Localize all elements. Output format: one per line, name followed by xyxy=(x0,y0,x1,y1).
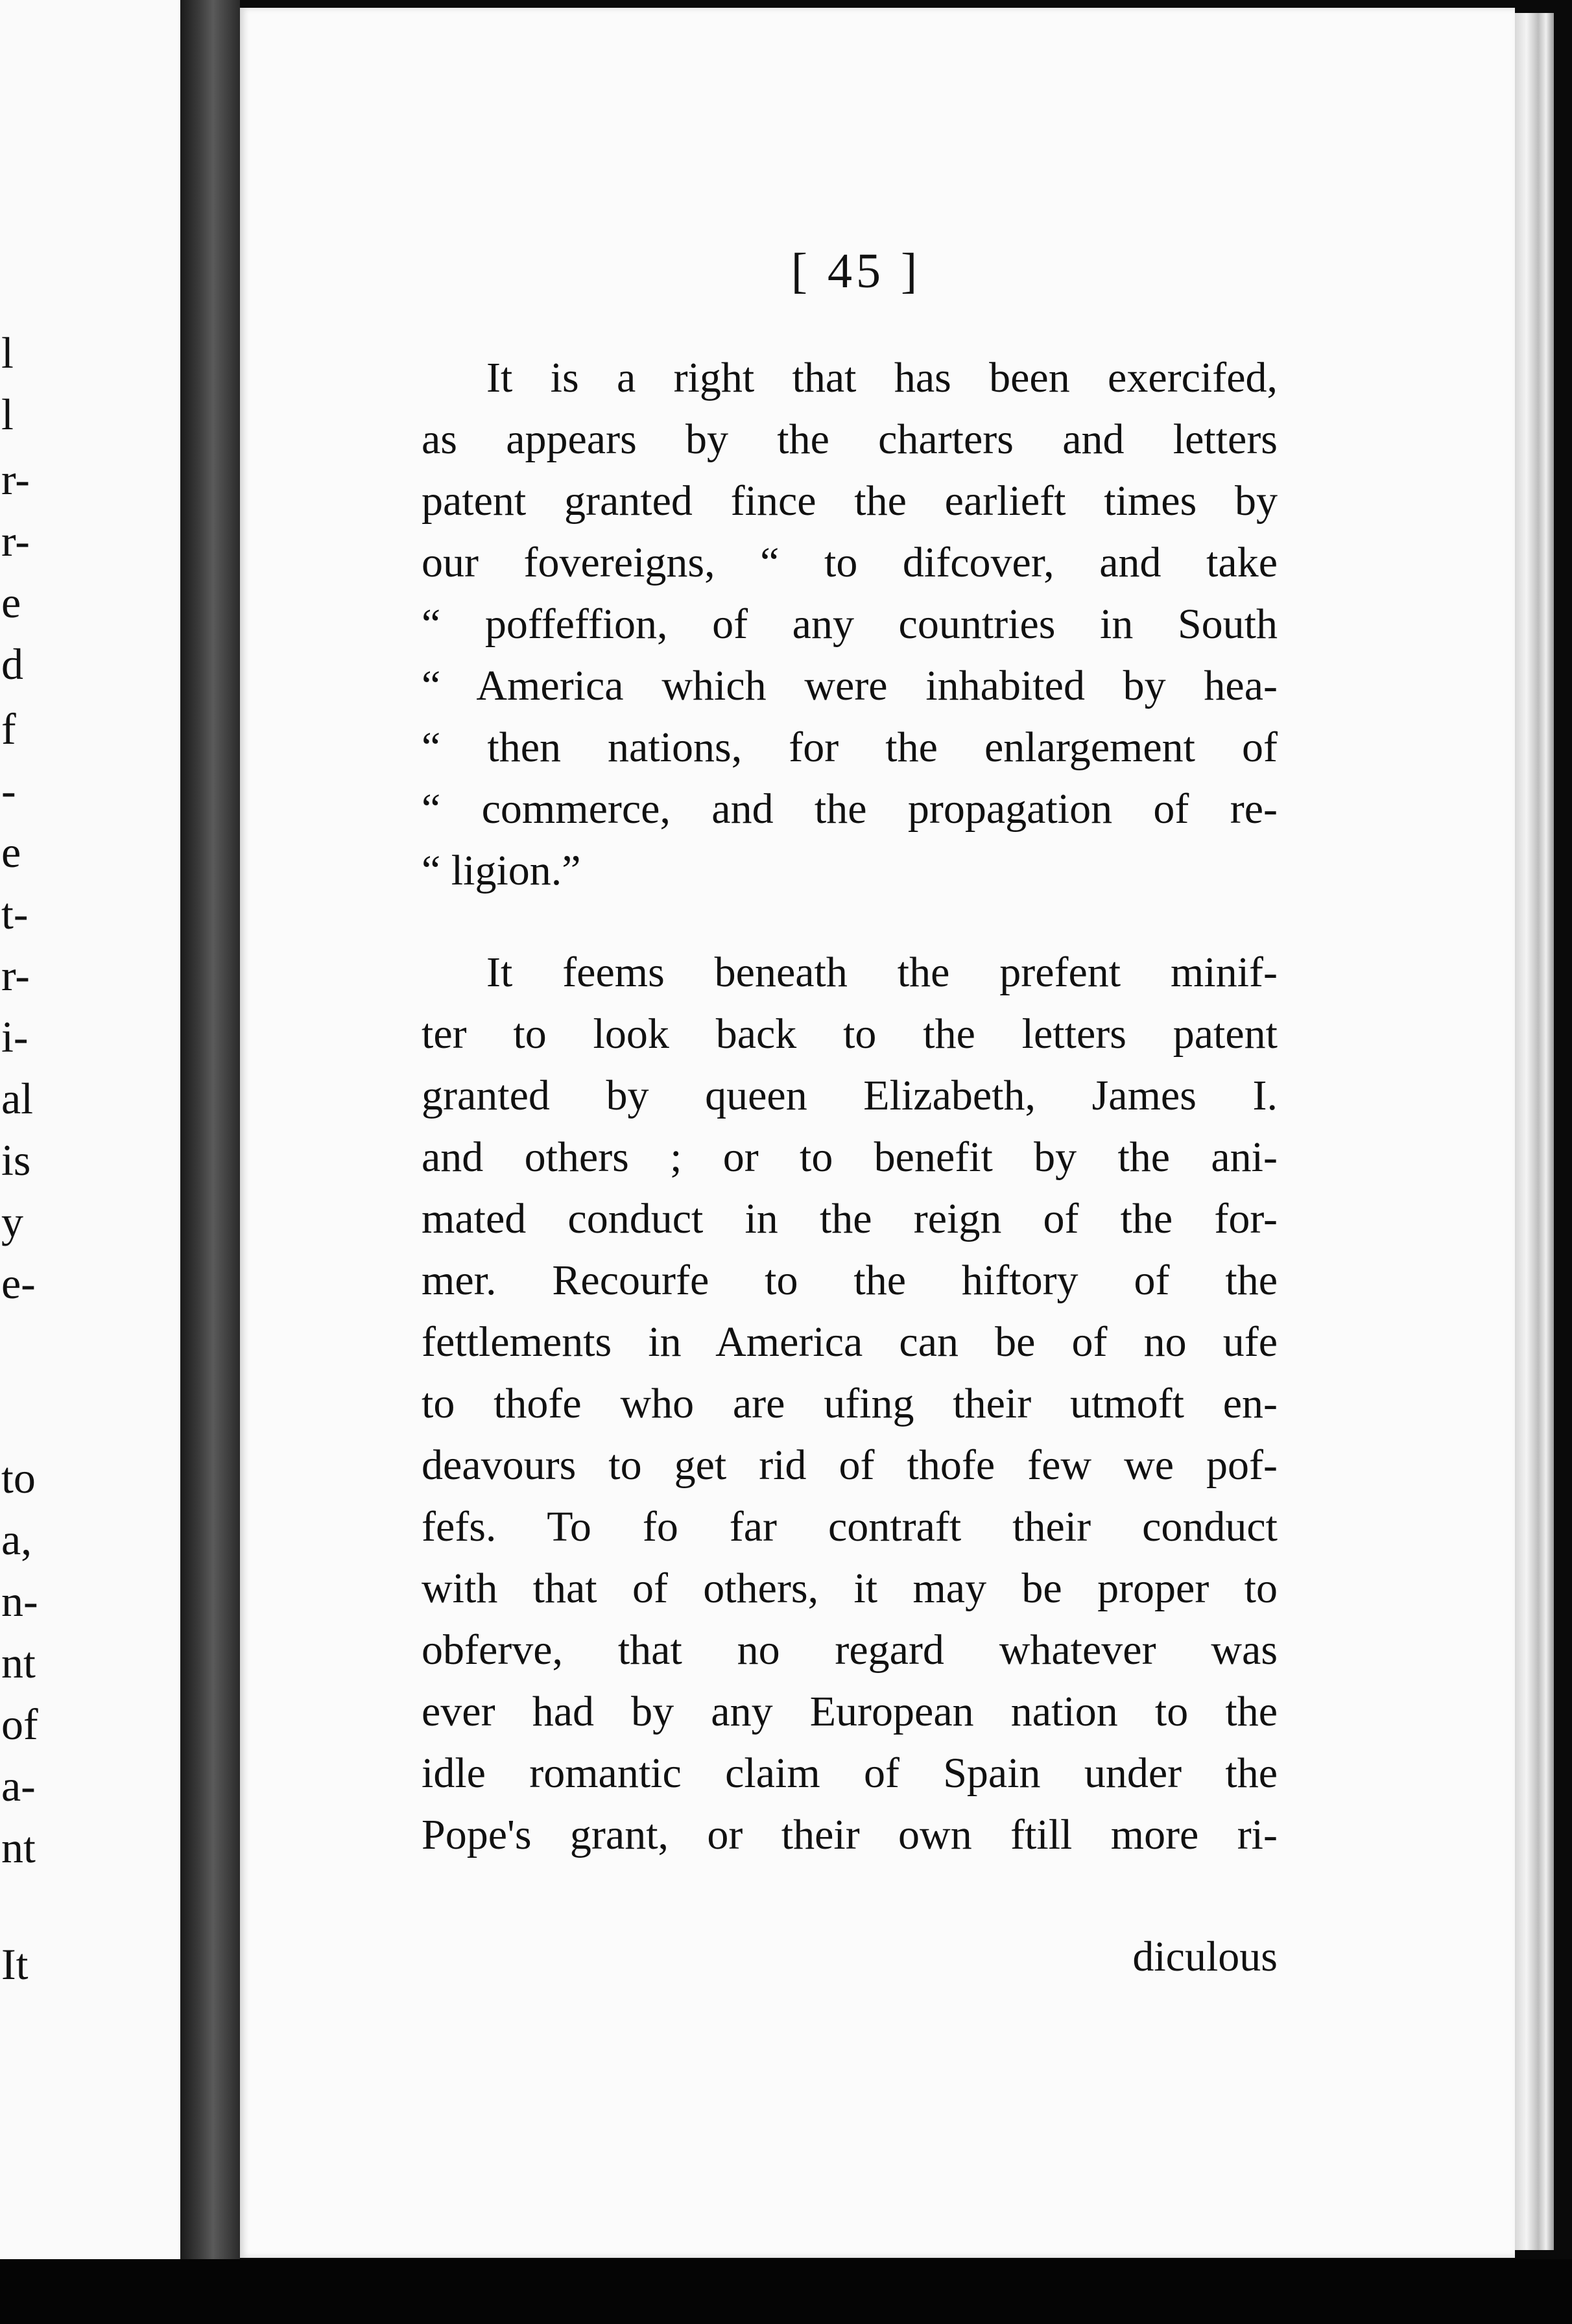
text-line: “ America which were inhabited by hea- xyxy=(422,662,1278,709)
text-line: patent granted fince the earlieft times by xyxy=(422,477,1278,525)
margin-fragment: r- xyxy=(1,951,30,1000)
text-line: ter to look back to the letters patent xyxy=(422,1010,1278,1058)
margin-fragment: is xyxy=(1,1135,31,1185)
margin-fragment: i- xyxy=(1,1012,29,1061)
margin-fragment: r- xyxy=(1,516,30,565)
margin-fragment: - xyxy=(1,766,16,815)
text-line: with that of others, it may be proper to xyxy=(422,1565,1278,1612)
margin-fragment: It xyxy=(1,1939,29,1989)
text-line: mated conduct in the reign of the for- xyxy=(422,1195,1278,1242)
text-line: ever had by any European nation to the xyxy=(422,1688,1278,1735)
margin-fragment: f xyxy=(1,704,16,753)
body-text xyxy=(422,347,1278,1866)
margin-fragment: r- xyxy=(1,455,30,504)
text-line: our fovereigns, “ to difcover, and take xyxy=(422,539,1278,586)
text-line: deavours to get rid of thofe few we pof- xyxy=(422,1441,1278,1489)
margin-fragment: t- xyxy=(1,889,29,938)
margin-fragment: to xyxy=(1,1453,36,1502)
text-line: “ commerce, and the propagation of re- xyxy=(422,785,1278,833)
previous-page-fragment xyxy=(0,0,183,2259)
text-line: “ poffeffion, of any countries in South xyxy=(422,600,1278,648)
text-line: Pope's grant, or their own ftill more ri- xyxy=(422,1811,1278,1858)
text-line: fettlements in America can be of no ufe xyxy=(422,1318,1278,1366)
page-number: [ 45 ] xyxy=(791,244,922,298)
text-line: granted by queen Elizabeth, James I. xyxy=(422,1072,1278,1119)
margin-fragment: l xyxy=(1,328,14,377)
margin-fragment: n- xyxy=(1,1576,38,1626)
margin-fragment: a- xyxy=(1,1761,36,1810)
margin-fragment: l xyxy=(1,390,14,439)
paragraph-2 xyxy=(422,942,1278,1866)
margin-fragment: e xyxy=(1,827,21,877)
margin-fragment: e- xyxy=(1,1259,36,1308)
margin-fragment: e xyxy=(1,578,21,627)
margin-fragment: nt xyxy=(1,1823,36,1872)
margin-fragment: y xyxy=(1,1197,23,1246)
paragraph-spacer xyxy=(422,901,1278,942)
margin-fragment: a, xyxy=(1,1515,32,1564)
text-line: to thofe who are ufing their utmoft en- xyxy=(422,1380,1278,1427)
margin-fragment: al xyxy=(1,1074,34,1123)
margin-fragment: of xyxy=(1,1700,38,1749)
catchword: diculous xyxy=(1132,1933,1278,1980)
text-line: fefs. To fo far contraft their conduct xyxy=(422,1503,1278,1550)
margin-fragment: nt xyxy=(1,1638,36,1687)
text-line: “ ligion.” xyxy=(422,847,581,894)
text-line: “ then nations, for the enlargement of xyxy=(422,724,1278,771)
scan-background xyxy=(0,2259,1572,2324)
text-line: It is a right that has been exercifed, xyxy=(486,354,1278,401)
text-line: as appears by the charters and letters xyxy=(422,416,1278,463)
paragraph-1 xyxy=(422,347,1278,901)
text-line: mer. Recourfe to the hiftory of the xyxy=(422,1257,1278,1304)
text-line: and others ; or to benefit by the ani- xyxy=(422,1133,1278,1181)
page-edge xyxy=(1515,13,1554,2250)
book-gutter xyxy=(180,0,240,2324)
margin-fragment: d xyxy=(1,639,23,689)
text-line: idle romantic claim of Spain under the xyxy=(422,1749,1278,1797)
text-line: obferve, that no regard whatever was xyxy=(422,1626,1278,1674)
text-line: It feems beneath the prefent minif- xyxy=(486,949,1278,996)
